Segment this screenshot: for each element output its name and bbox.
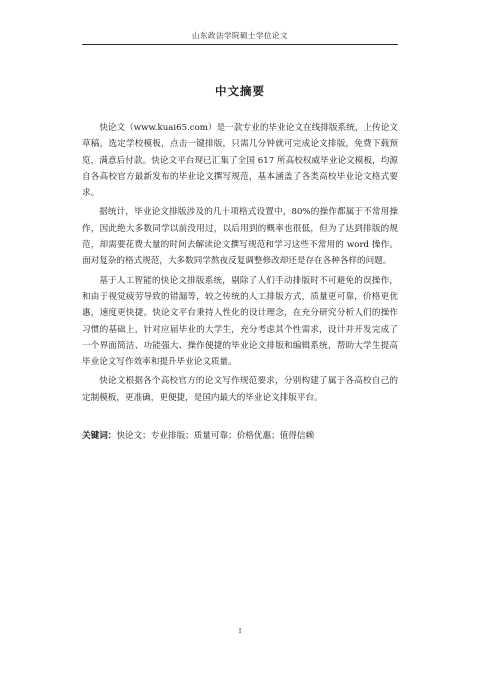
abstract-body xyxy=(82,120,398,444)
keywords-label: 关键词： xyxy=(82,431,117,442)
abstract-paragraph-4: 快论文根据各个高校官方的论文写作规范要求，分别构建了属于各高校自己的定制模板，更准确，更便捷，是国内最大的毕业论文排版平台。 xyxy=(82,376,398,403)
abstract-title: 中文摘要 xyxy=(215,84,265,98)
keywords-text: 快论文；专业排版；质量可靠；价格优惠；值得信赖 xyxy=(116,431,315,442)
running-header: 山东政法学院硕士学位论文 xyxy=(192,31,288,40)
header-rule xyxy=(82,44,398,45)
abstract-paragraph-3: 基于人工智能的快论文排版系统，剔除了人们手动排版时不可避免的误操作，和由于视觉疲劳导致的错漏等，较之传统的人工排版方式，质量更可靠，价格更优惠，速度更快捷。快论文平台秉持人性化的设计理念，在充分研究分析人们的操作习惯的基础上，针对应届毕业的大学生，充分考虑其个性需求，设计并开发完成了一个界面简洁、功能强大、操作便捷的毕业论文排版和编辑系统，帮助大学生提高毕业论文写作效率和提升毕业论文质量。 xyxy=(82,275,398,368)
abstract-paragraph-2: 据统计，毕业论文排版涉及的几十项格式设置中，80%的操作都属于不常用操作，因此绝大多数同学以前没用过，以后用到的概率也很低，但为了达到排版的规范，却需要花费大量的时间去解读论文撰写规范和学习这些不常用的 word 操作。面对复杂的格式规范，大多数同学熬夜反复调整修改却还是存在各种各样的问题。 xyxy=(82,207,398,267)
page-number: I xyxy=(238,627,242,635)
abstract-paragraph-1: 快论文（www.kuai65.com）是一款专业的毕业论文在线排版系统，上传论文草稿，选定学校模板，点击一键排版，只需几分钟就可完成论文排版，免费下载预览，满意后付款。快论文平台现已汇集了全国 617 所高校权威毕业论文模板，均源自各高校官方最新发布的毕业论文撰写规范，基本涵盖了各类高校毕业论文格式要求。 xyxy=(82,123,398,199)
keywords-line xyxy=(82,428,398,444)
